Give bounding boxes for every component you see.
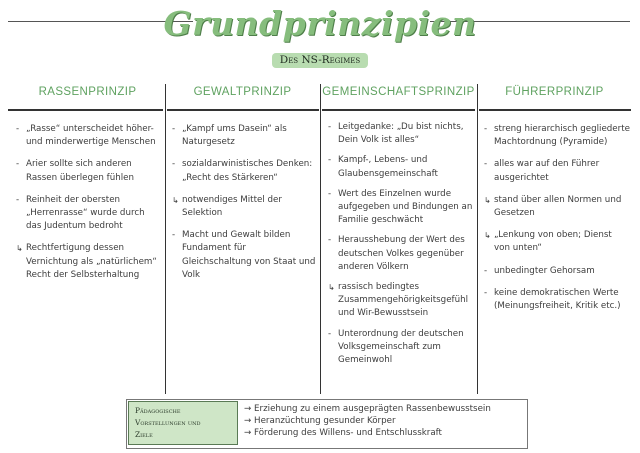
list-item: - „Rasse“ unterscheidet höher- und minderwertige Menschen: [16, 123, 161, 149]
list-item: → Förderung des Willens- und Entschlusskraft: [244, 427, 491, 439]
heading-fuehrerprinzip: FÜHRERPRINZIP: [505, 86, 604, 98]
list-item: → Heranzüchtung gesunder Körper: [244, 415, 491, 427]
column-divider-1: [165, 84, 166, 394]
list-item: - sozialdarwinistisches Denken: „Recht des Stärkeren“: [172, 158, 316, 184]
list-item: - Herausshebung der Wert des deutschen Volkes gegenüber anderen Völkern: [328, 234, 473, 274]
paedagogik-list: [244, 403, 491, 440]
list-item: → Erziehung zu einem ausgeprägten Rassenbewusstsein: [244, 403, 491, 415]
list-item: - Wert des Einzelnen wurde aufgegeben und Bindungen an Familie geschwächt: [328, 188, 473, 228]
column-divider-3: [477, 84, 478, 394]
page-title: Grundprinzipien: [163, 4, 477, 43]
list-item: ↳ stand über allen Normen und Gesetzen: [484, 194, 630, 220]
paedagogik-label-line: Pädagogische: [135, 406, 181, 415]
heading-underline-3: [322, 109, 475, 111]
paedagogik-label-line: Ziele: [135, 430, 153, 439]
list-item: ↳ notwendiges Mittel der Selektion: [172, 194, 316, 220]
list-item: - unbedingter Gehorsam: [484, 265, 630, 278]
paedagogik-label: [128, 401, 238, 445]
page-subtitle: Des NS-Regimes: [272, 53, 368, 68]
heading-underline-4: [479, 109, 631, 111]
heading-underline-2: [167, 109, 319, 111]
list-fuehrerprinzip: [484, 123, 630, 322]
list-item: ↳ „Lenkung von oben; Dienst von unten“: [484, 229, 630, 255]
list-item: - Kampf-, Lebens- und Glaubensgemeinschaft: [328, 154, 473, 180]
list-item: - Leitgedanke: „Du bist nichts, Dein Volk ist alles“: [328, 121, 473, 147]
list-rassenprinzip: [16, 123, 161, 291]
list-gemeinschaftsprinzip: [328, 121, 473, 376]
heading-gewaltprinzip: GEWALTPRINZIP: [193, 86, 292, 98]
list-item: - „Kampf ums Dasein“ als Naturgesetz: [172, 123, 316, 149]
list-item: ↳ rassisch bedingtes Zusammengehörigkeitsgefühl und Wir-Bewusstsein: [328, 281, 473, 321]
column-divider-2: [320, 84, 321, 394]
heading-gemeinschaftsprinzip: GEMEINSCHAFTSPRINZIP: [322, 86, 475, 98]
list-gewaltprinzip: [172, 123, 316, 291]
list-item: ↳ Rechtfertigung dessen Vernichtung als „natürlichem“ Recht der Selbsterhaltung: [16, 242, 161, 282]
heading-underline-1: [8, 109, 163, 111]
list-item: - alles war auf den Führer ausgerichtet: [484, 158, 630, 184]
heading-rassenprinzip: RASSENPRINZIP: [38, 86, 137, 98]
list-item: - Macht und Gewalt bilden Fundament für Gleichschaltung von Staat und Volk: [172, 229, 316, 282]
list-item: - Reinheit der obersten „Herrenrasse“ wurde durch das Judentum bedroht: [16, 194, 161, 234]
list-item: - Unterordnung der deutschen Volksgemeinschaft zum Gemeinwohl: [328, 328, 473, 368]
paedagogik-label-line: Vorstellungen und: [135, 418, 201, 427]
list-item: - keine demokratischen Werte (Meinungsfreiheit, Kritik etc.): [484, 287, 630, 313]
list-item: - Arier sollte sich anderen Rassen überlegen fühlen: [16, 158, 161, 184]
list-item: - streng hierarchisch gegliederte Machtordnung (Pyramide): [484, 123, 630, 149]
